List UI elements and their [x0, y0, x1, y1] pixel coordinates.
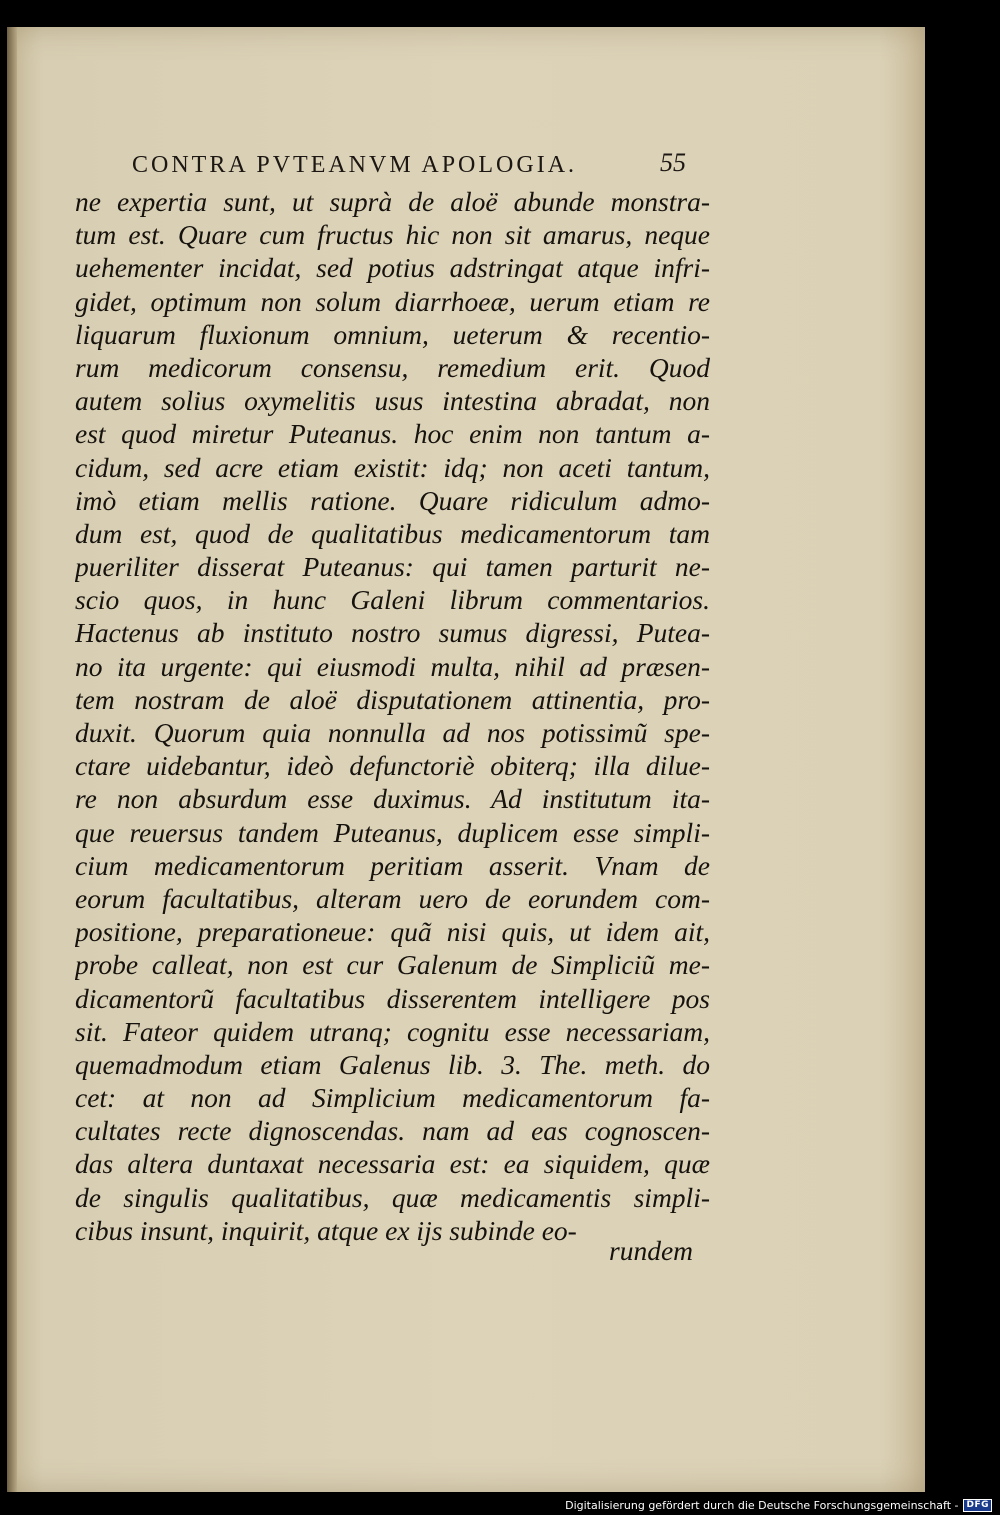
text-line: sit. Fateor quidem utranq; cognitu esse necessariam,: [75, 1015, 710, 1047]
text-line: ctare uidebantur, ideò defunctoriè obiterq; illa dilue-: [75, 750, 710, 782]
text-line: dicamentorũ facultatibus disserentem intelligere pos: [75, 982, 710, 1014]
dfg-logo: DFG: [963, 1499, 992, 1512]
text-line: tum est. Quare cum fructus hic non sit amarus, neque: [75, 219, 710, 251]
text-line: autem solius oxymelitis usus intestina abradat, non: [75, 385, 710, 417]
text-line: rum medicorum consensu, remedium erit. Quod: [75, 351, 710, 383]
text-line: que reuersus tandem Puteanus, duplicem esse simpli-: [75, 816, 710, 848]
text-line: scio quos, in hunc Galeni librum commentarios.: [75, 584, 710, 616]
text-line: de singulis qualitatibus, quæ medicamentis simpli-: [75, 1181, 710, 1213]
text-line: eorum facultatibus, alteram uero de eorundem com-: [75, 882, 710, 914]
text-line: cet: at non ad Simplicium medicamentorum fa-: [75, 1082, 710, 1114]
running-head: CONTRA PVTEANVM APOLOGIA.: [132, 152, 578, 178]
text-line: liquarum fluxionum omnium, ueterum & recentio-: [75, 318, 710, 350]
text-line: pueriliter disserat Puteanus: qui tamen parturit ne-: [75, 551, 710, 583]
text-line: imò etiam mellis ratione. Quare ridiculum admo-: [75, 484, 710, 516]
text-line: positione, preparationeue: quã nisi quis, ut idem ait,: [75, 916, 710, 948]
text-line: duxit. Quorum quia nonnulla ad nos potissimũ spe-: [75, 717, 710, 748]
text-line: cium medicamentorum peritiam asserit. Vnam de: [75, 849, 710, 881]
text-line: tem nostram de aloë disputationem attinentia, pro-: [75, 683, 710, 715]
body-text: [75, 185, 710, 1247]
digitization-footer: [565, 1497, 992, 1513]
text-line: quemadmodum etiam Galenus lib. 3. The. meth. do: [75, 1048, 710, 1080]
text-line: das altera duntaxat necessaria est: ea siquidem, quæ: [75, 1148, 710, 1180]
text-line: no ita urgente: qui eiusmodi multa, nihil ad præsen-: [75, 650, 710, 682]
text-line: re non absurdum esse duximus. Ad institutum ita-: [75, 783, 710, 815]
text-line: cidum, sed acre etiam existit: idq; non aceti tantum,: [75, 451, 710, 483]
text-line: uehementer incidat, sed potius adstringat atque infri-: [75, 252, 710, 284]
text-line: cultates recte dignoscendas. nam ad eas cognoscen-: [75, 1115, 710, 1147]
text-line: gidet, optimum non solum diarrhoeæ, uerum etiam re: [75, 285, 710, 317]
text-line: probe calleat, non est cur Galenum de Simpliciũ me-: [75, 949, 710, 981]
text-line: est quod miretur Puteanus. hoc enim non tantum a-: [75, 418, 710, 450]
catchword: rundem: [609, 1235, 694, 1266]
text-line: dum est, quod de qualitatibus medicamentorum tam: [75, 517, 710, 549]
page-number: 55: [660, 148, 686, 177]
text-line: Hactenus ab instituto nostro sumus digressi, Putea-: [75, 617, 710, 649]
book-page: [7, 27, 925, 1492]
page-gutter: [7, 27, 17, 1492]
text-line: ne expertia sunt, ut suprà de aloë abunde monstra-: [75, 186, 710, 217]
text-line: cibus insunt, inquirit, atque ex ijs subinde eo-: [75, 1214, 577, 1246]
funding-credit: Digitalisierung gefördert durch die Deutsche Forschungsgemeinschaft -: [565, 1498, 959, 1512]
